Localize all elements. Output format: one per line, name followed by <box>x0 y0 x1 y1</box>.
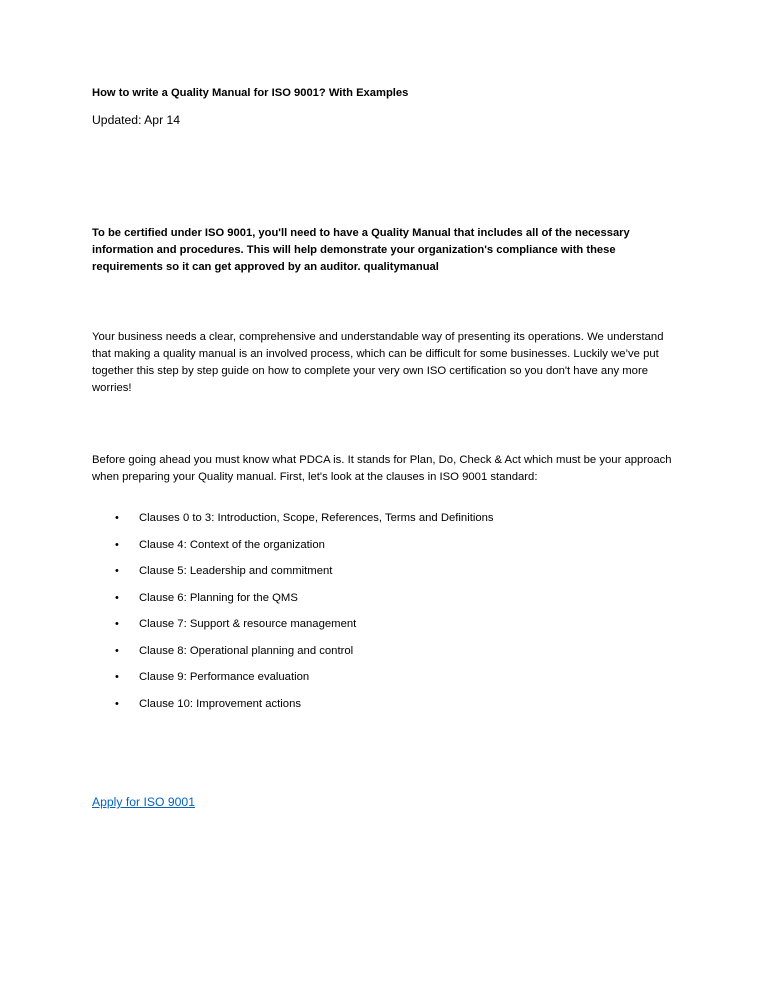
clause-item <box>92 590 682 617</box>
clause-text: Clause 7: Support & resource management <box>139 618 357 630</box>
updated-date: Updated: Apr 14 <box>92 113 181 127</box>
bullet-icon: • <box>115 591 119 604</box>
bullet-icon: • <box>115 565 119 577</box>
clause-item <box>92 669 682 696</box>
bullet-icon: • <box>115 671 119 683</box>
intro-paragraph: To be certified under ISO 9001, you'll need to have a Quality Manual that includes all of the necessary information and procedures. This will help demonstrate your organization's compliance with these requirements so it can get approved by an auditor. qualitymanual <box>92 227 630 273</box>
apply-iso-9001-link[interactable]: Apply for ISO 9001 <box>92 795 195 809</box>
bullet-icon: • <box>115 697 119 710</box>
clause-text: Clause 10: Improvement actions <box>139 697 302 710</box>
clause-text: Clauses 0 to 3: Introduction, Scope, References, Terms and Definitions <box>139 512 494 524</box>
body-paragraph-1: Your business needs a clear, comprehensive and understandable way of presenting its operations. We understand that making a quality manual is an involved process, which can be difficult for some businesses. Luckily we’ve put together this step by step guide on how to complete your very own ISO certification so you don't have any more worries! <box>92 331 664 394</box>
document-title: How to write a Quality Manual for ISO 9001? With Examples <box>92 87 409 99</box>
clause-item <box>92 563 682 590</box>
clause-item <box>92 643 682 670</box>
clause-item <box>92 616 682 643</box>
bullet-icon: • <box>115 538 119 551</box>
bullet-icon: • <box>115 512 119 524</box>
clause-item <box>92 696 682 723</box>
clause-text: Clause 5: Leadership and commitment <box>139 565 333 577</box>
clause-text: Clause 8: Operational planning and control <box>139 644 354 657</box>
clause-item <box>92 510 682 537</box>
bullet-icon: • <box>115 618 119 630</box>
clause-text: Clause 6: Planning for the QMS <box>139 591 298 604</box>
bullet-icon: • <box>115 644 119 657</box>
body-paragraph-2: Before going ahead you must know what PDCA is. It stands for Plan, Do, Check & Act which must be your approach when preparing your Quality manual. First, let's look at the clauses in ISO 9001 standard: <box>92 454 672 483</box>
clause-item <box>92 537 682 564</box>
clause-text: Clause 9: Performance evaluation <box>139 671 310 683</box>
clause-list <box>92 510 682 722</box>
clause-text: Clause 4: Context of the organization <box>139 538 325 551</box>
